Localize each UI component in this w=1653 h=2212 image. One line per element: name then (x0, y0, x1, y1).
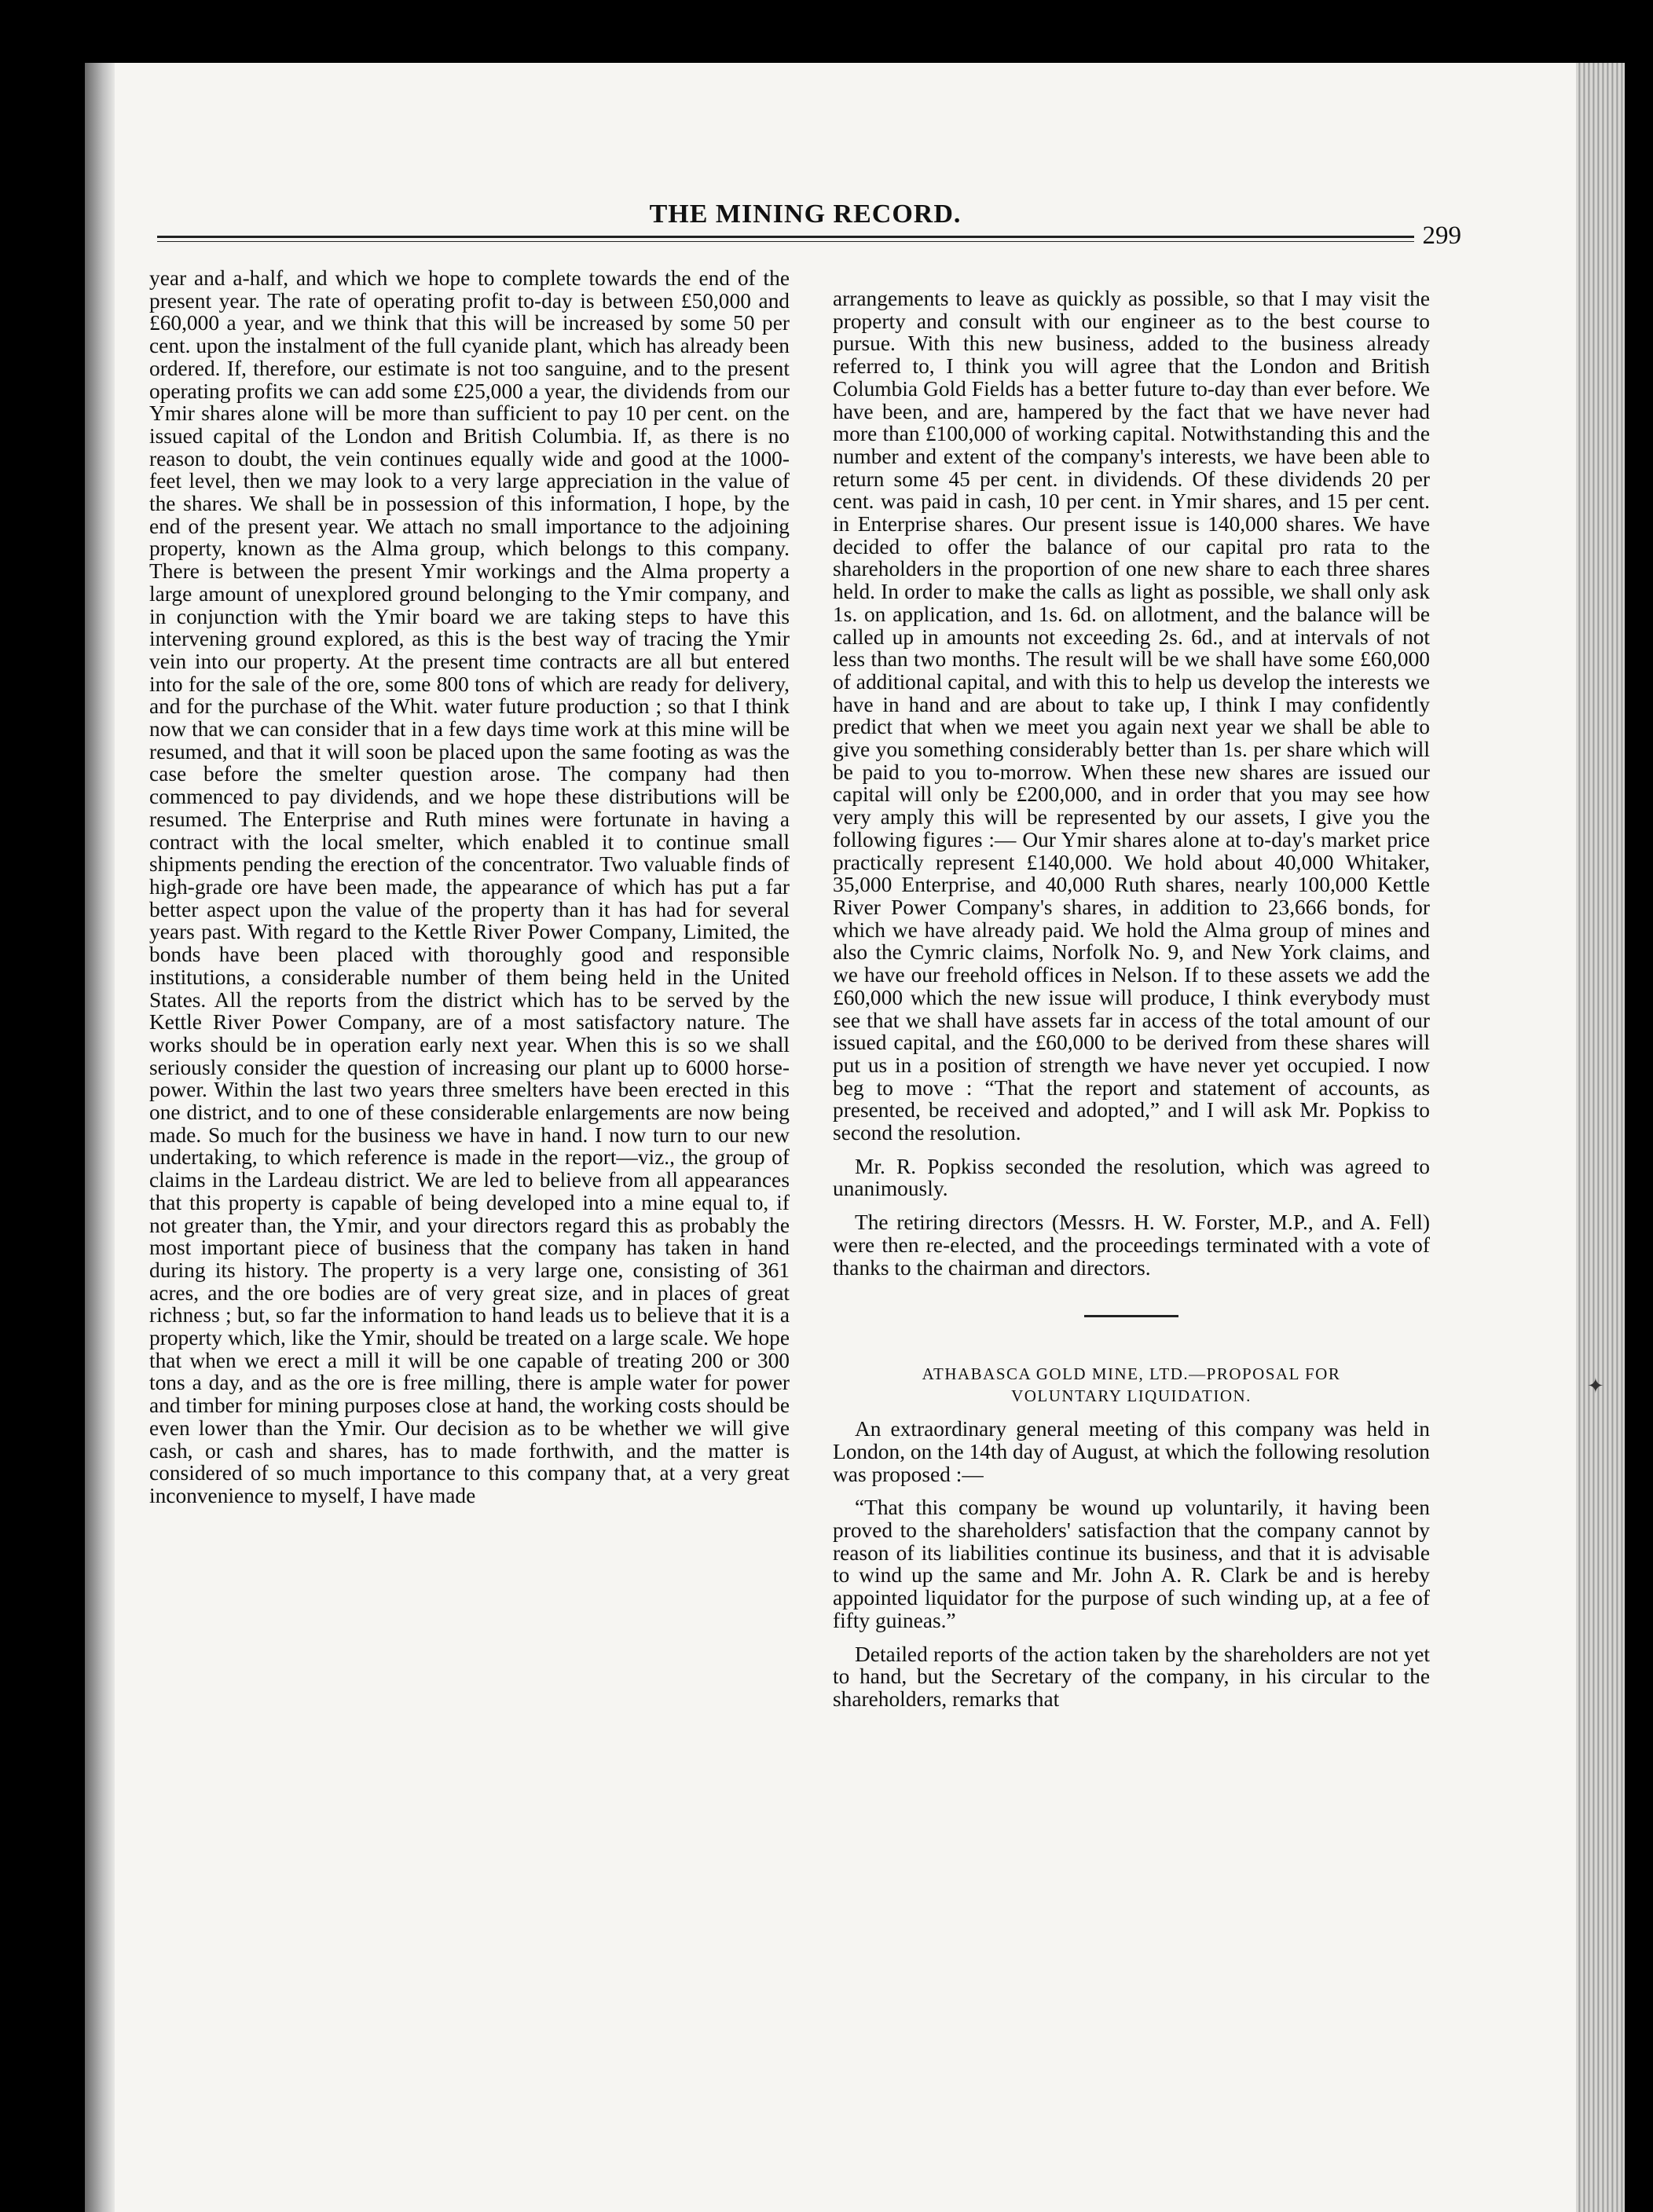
section-paragraph-1: An extraordinary general meeting of this company was held in London, on the 14th day of August, at which the following resolution was proposed :— (833, 1417, 1430, 1486)
page-edge-stack (1576, 63, 1625, 2212)
scan-speck-icon: ✦ (1587, 1375, 1604, 1397)
left-paragraph-1: year and a-half, and which we hope to complete towards the end of the present year. The rate of operating profit to-day is between £50,000 and £60,000 a year, and we think that this will be increased by some 50 per cent. upon the instalment of the full cyanide plant, which has already been ordered. If, therefore, our estimate is not too sanguine, and to the present operating profits we can add some £25,000 a year, the dividends from our Ymir shares alone will be more than sufficient to pay 10 per cent. on the issued capital of the London and British Columbia. If, as there is no reason to doubt, the vein continues equally wide and good at the 1000-feet level, then we may look to a very large appreciation in the value of the shares. We shall be in possession of this information, I hope, by the end of the present year. We attach no small importance to the adjoining property, known as the Alma group, which belongs to this company. There is between the present Ymir workings and the Alma property a large amount of unexplored ground belonging to the Ymir company, and in conjunction with the Ymir board we are taking steps to have this intervening ground explored, as this is the best way of tracing the Ymir vein into our property. At the present time contracts are all but entered into for the sale of the ore, some 800 tons of which are ready for delivery, and for the purchase of the Whit. water future production ; so that I think now that we can consider that in a few days time work at this mine will be resumed, and that it will soon be placed upon the same footing as was the case before the smelter question arose. The company had then commenced to pay dividends, and we hope these distributions will be resumed. The Enterprise and Ruth mines were fortunate in having a contract with the local smelter, which enabled it to continue small shipments pending the erection of the concentrator. Two valuable finds of high-grade ore have been made, the appearance of which has put a far better aspect upon the value of the property than it has had for several years past. With regard to the Kettle River Power Company, Limited, the bonds have been placed with thoroughly good and responsible institutions, a considerable number of them being held in the United States. All the reports from the district which has to be served by the Kettle River Power Company, are of a most satisfactory nature. The works should be in operation early next year. When this is so we shall seriously consider the question of increasing our plant up to 6000 horse-power. Within the last two years three smelters have been erected in this one district, and to one of these considerable enlargements are now being made. So much for the business we have in hand. I now turn to our new undertaking, to which reference is made in the report—viz., the group of claims in the Lardeau district. We are led to believe from all appearances that this property is capable of being developed into a mine equal to, if not greater than, the Ymir, and your directors regard this as probably the most important piece of business that the company has taken in hand during its history. The property is a very large one, consisting of 361 acres, and the ore bodies are of very great size, and in places of great richness ; but, so far the information to hand leads us to believe that it is a property which, like the Ymir, should be treated on a large scale. We hope that when we erect a mill it will be one capable of treating 200 or 300 tons a day, and as the ore is free milling, there is ample water for power and timber for mining purposes close at hand, the working costs should be even lower than the Ymir. Our decision as to be whether we will give cash, or cash and shares, has to made forthwith, and the matter is considered of so much importance to this company that, at a very great inconvenience to myself, I have made (149, 266, 790, 1507)
header-rule (157, 236, 1414, 242)
right-paragraph-1: arrangements to leave as quickly as possible, so that I may visit the property and consult with our engineer as to the best course to pursue. With this new business, added to the business already referred to, I think you will agree that the London and British Columbia Gold Fields has a better future to-day than ever before. We have been, and are, hampered by the fact that we have never had more than £100,000 of working capital. Notwithstanding this and the number and extent of the company's interests, we have been able to return some 45 per cent. in dividends. Of these dividends 20 per cent. was paid in cash, 10 per cent. in Ymir shares, and 15 per cent. in Enterprise shares. Our present issue is 140,000 shares. We have decided to offer the balance of our capital pro rata to the shareholders in the proportion of one new share to each three shares held. In order to make the calls as light as possible, we shall only ask 1s. on application, and 1s. 6d. on allotment, and the balance will be called up in amounts not exceeding 2s. 6d., and at intervals of not less than two months. The result will be we shall have some £60,000 of additional capital, and with this to help us develop the interests we have in hand and are about to take up, I think I may confidently predict that when we meet you again next year we shall be able to give you something considerably better than 1s. per share which will be paid to you to-morrow. When these new shares are issued our capital will only be £200,000, and in order that you may see how very amply this will be represented by our assets, I give you the following figures :— Our Ymir shares alone at to-day's market price practically represent £140,000. We hold about 40,000 Whitaker, 35,000 Enterprise, and 40,000 Ruth shares, nearly 100,000 Kettle River Power Company's shares, in addition to 23,666 bonds, for which we have already paid. We hold the Alma group of mines and also the Cymric claims, Norfolk No. 9, and New York claims, and we have our freehold offices in Nelson. If to these assets we add the £60,000 which the new issue will produce, I think everybody must see that we shall have assets far in access of the total amount of our issued capital, and the £60,000 to be derived from these shares will put us in a position of strength we have never yet occupied. I now beg to move : “That the report and statement of accounts, as presented, be received and adopted,” and I will ask Mr. Popkiss to second the resolution. (833, 287, 1430, 1145)
section-divider (1084, 1315, 1178, 1317)
left-column (149, 267, 790, 1507)
right-paragraph-2: Mr. R. Popkiss seconded the resolution, which was agreed to unanimously. (833, 1154, 1430, 1201)
section-paragraph-2: “That this company be wound up voluntarily, it having been proved to the shareholders' satisfaction that the company cannot by reason of its liabilities continue its business, and that it is advisable to wind up the same and Mr. John A. R. Clark be and is hereby appointed liquidator for the purpose of such winding up, at a fee of fifty guineas.” (833, 1496, 1430, 1632)
page-binding-shadow (85, 63, 115, 2212)
right-paragraph-3: The retiring directors (Messrs. H. W. Forster, M.P., and A. Fell) were then re-elected, and the proceedings terminated with a vote of thanks to the chairman and directors. (833, 1210, 1430, 1280)
running-title: THE MINING RECORD. (649, 200, 962, 229)
section-heading-line-2: VOLUNTARY LIQUIDATION. (1011, 1386, 1252, 1406)
section-heading (833, 1363, 1430, 1407)
section-paragraph-3: Detailed reports of the action taken by the shareholders are not yet to hand, but the Secretary of the company, in his circular to the shareholders, remarks that (833, 1642, 1430, 1711)
page-number: 299 (1422, 222, 1461, 250)
section-heading-line-1: ATHABASCA GOLD MINE, LTD.—PROPOSAL FOR (922, 1364, 1341, 1384)
right-column (833, 287, 1430, 1711)
